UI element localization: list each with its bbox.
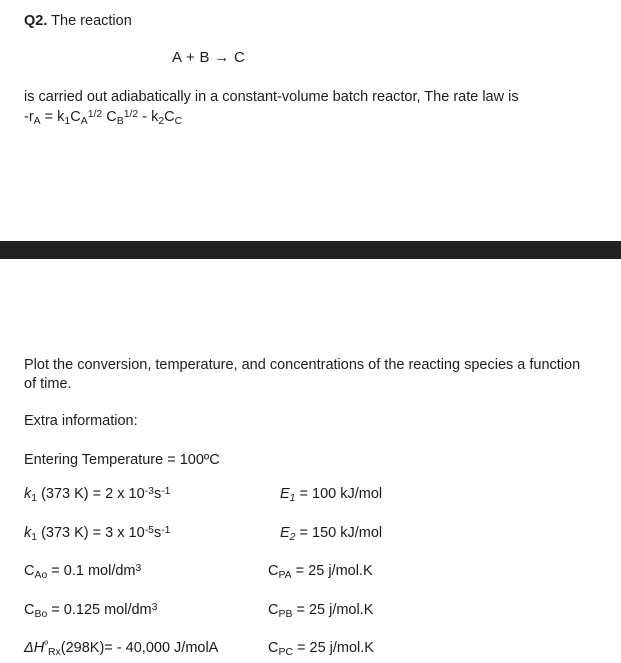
delta-h-subscript: Rx bbox=[48, 646, 61, 658]
cao-symbol: C bbox=[24, 563, 35, 579]
parameter-heat-of-reaction bbox=[24, 640, 218, 656]
cbo-value: = 0.125 mol/dm bbox=[47, 602, 152, 618]
rate-law-k2-sub: 2 bbox=[158, 115, 165, 127]
cpb-symbol: C bbox=[268, 602, 279, 618]
rate-law-cc: C bbox=[164, 109, 175, 125]
parameter-cao-concentration bbox=[24, 563, 141, 579]
cao-subscript: Ao bbox=[34, 569, 48, 581]
rate-law-cb-exponent: 1/2 bbox=[123, 108, 139, 120]
cbo-symbol: C bbox=[24, 602, 35, 618]
rate-law-ca-exponent: 1/2 bbox=[87, 108, 103, 120]
k1-text: (373 K) = 2 x 10 bbox=[37, 486, 145, 502]
cpc-value: = 25 j/mol.K bbox=[292, 640, 374, 656]
k1-subscript: 1 bbox=[31, 492, 38, 504]
rate-law-expression bbox=[24, 108, 182, 128]
cbo-unit-exponent: 3 bbox=[151, 601, 158, 613]
parameter-e1-activation-energy bbox=[280, 486, 382, 502]
k2-exponent: -5 bbox=[144, 524, 154, 536]
e1-value: = 100 kJ/mol bbox=[295, 486, 383, 502]
k1-unit: s bbox=[153, 486, 162, 502]
parameter-cbo-concentration bbox=[24, 602, 157, 618]
parameter-row bbox=[0, 602, 621, 622]
rate-law-lhs-sub: A bbox=[33, 115, 41, 127]
rate-law-equals: = bbox=[40, 109, 58, 125]
parameter-row bbox=[0, 525, 621, 545]
parameter-row bbox=[0, 486, 621, 506]
parameter-cpb-heat-capacity bbox=[268, 602, 373, 618]
delta-h-degree: º bbox=[44, 639, 49, 651]
k2-unit: s bbox=[153, 525, 162, 541]
cao-unit-exponent: 3 bbox=[135, 562, 142, 574]
k1-unit-exponent: -1 bbox=[161, 485, 171, 497]
question-number: Q2. bbox=[24, 13, 48, 29]
cpa-value: = 25 j/mol.K bbox=[291, 563, 373, 579]
parameter-cpa-heat-capacity bbox=[268, 563, 373, 579]
rate-law-ca: C bbox=[70, 109, 81, 125]
rate-law-k2: k bbox=[151, 109, 159, 125]
question-heading bbox=[24, 12, 132, 31]
cpb-subscript: PB bbox=[278, 608, 293, 620]
entering-temperature-label: Entering Temperature = 100 bbox=[24, 452, 204, 468]
k2-text: (373 K) = 3 x 10 bbox=[37, 525, 145, 541]
plot-instruction-text: Plot the conversion, temperature, and concentrations of the reacting species a function of time. bbox=[24, 357, 581, 392]
e1-subscript: 1 bbox=[289, 492, 296, 504]
delta-h-value: (298K)= - 40,000 J/molA bbox=[60, 640, 219, 656]
reaction-equation: A + B → C bbox=[172, 49, 246, 66]
reaction-description: is carried out adiabatically in a constant-volume batch reactor, The rate law is bbox=[24, 89, 519, 105]
cpa-symbol: C bbox=[268, 563, 279, 579]
parameter-k1-rate bbox=[24, 486, 170, 502]
cpa-subscript: PA bbox=[278, 569, 292, 581]
rate-law-cc-sub: C bbox=[174, 115, 183, 127]
rate-law-lhs: -r bbox=[24, 109, 34, 125]
cbo-subscript: Bo bbox=[34, 608, 48, 620]
cpc-subscript: PC bbox=[278, 646, 293, 658]
k1-symbol: k bbox=[24, 486, 32, 502]
rate-law-k1-sub: 1 bbox=[64, 115, 71, 127]
parameter-row bbox=[0, 563, 621, 583]
rate-law-minus: - bbox=[138, 109, 152, 125]
entering-temperature-unit: C bbox=[209, 452, 220, 468]
entering-temperature bbox=[24, 451, 220, 470]
black-divider-band bbox=[0, 241, 621, 259]
e1-symbol: E bbox=[280, 486, 290, 502]
e2-symbol: E bbox=[280, 525, 290, 541]
e2-subscript: 2 bbox=[289, 531, 296, 543]
cpc-symbol: C bbox=[268, 640, 279, 656]
cao-value: = 0.1 mol/dm bbox=[47, 563, 136, 579]
parameter-k2-rate bbox=[24, 525, 170, 541]
rate-law-k1: k bbox=[57, 109, 65, 125]
parameter-row bbox=[0, 640, 621, 660]
k2-subscript: 1 bbox=[31, 531, 38, 543]
k2-symbol: k bbox=[24, 525, 32, 541]
k1-exponent: -3 bbox=[144, 485, 154, 497]
delta-h-symbol: ΔH bbox=[24, 640, 45, 656]
parameter-cpc-heat-capacity bbox=[268, 640, 374, 656]
k2-unit-exponent: -1 bbox=[161, 524, 171, 536]
e2-value: = 150 kJ/mol bbox=[295, 525, 383, 541]
degree-symbol: º bbox=[203, 452, 210, 468]
question-intro-text: The reaction bbox=[51, 13, 132, 29]
rate-law-cb-sub: B bbox=[116, 115, 124, 127]
rate-law-cb: C bbox=[106, 109, 117, 125]
parameter-e2-activation-energy bbox=[280, 525, 382, 541]
extra-information-label: Extra information: bbox=[24, 413, 138, 429]
cpb-value: = 25 j/mol.K bbox=[292, 602, 374, 618]
rate-law-ca-sub: A bbox=[80, 115, 88, 127]
